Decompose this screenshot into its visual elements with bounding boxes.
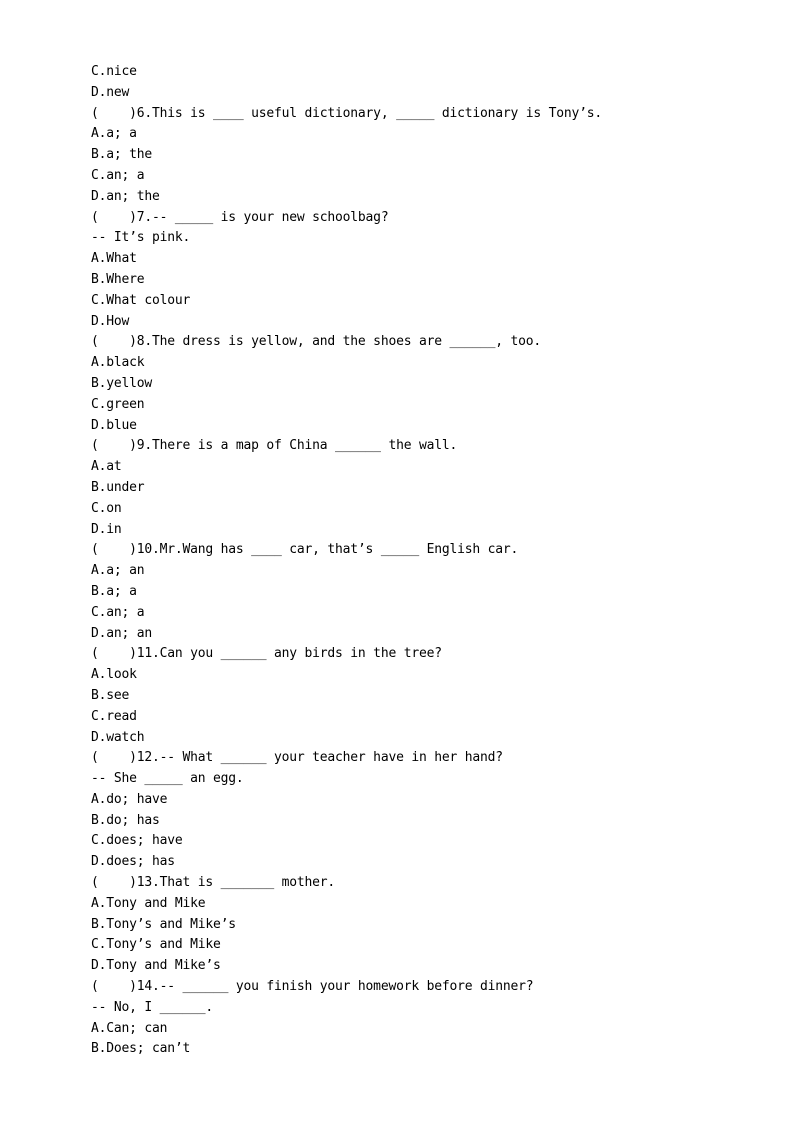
text-line: D.Tony and Mike’s: [91, 958, 221, 974]
text-line: A.at: [91, 459, 122, 475]
text-line: ( )10.Mr.Wang has ____ car, that’s _____ English car.: [91, 542, 519, 558]
text-line: D.watch: [91, 729, 145, 745]
text-line: D.an; the: [91, 188, 160, 204]
text-line: C.an; a: [91, 604, 145, 620]
text-line: B.a; the: [91, 147, 153, 163]
text-line: B.Does; can’t: [91, 1041, 191, 1057]
text-line: ( )12.-- What ______ your teacher have in her hand?: [91, 750, 503, 766]
text-line: B.Where: [91, 271, 145, 287]
text-line: B.Tony’s and Mike’s: [91, 916, 236, 932]
text-line: -- No, I ______.: [91, 999, 214, 1015]
text-line: D.How: [91, 313, 130, 329]
text-line: ( )13.That is _______ mother.: [91, 875, 336, 891]
text-line: B.yellow: [91, 375, 153, 391]
text-line: A.Can; can: [91, 1020, 168, 1036]
text-line: ( )9.There is a map of China ______ the wall.: [91, 438, 458, 454]
text-line: C.an; a: [91, 167, 145, 183]
text-line: C.does; have: [91, 833, 183, 849]
text-line: -- She _____ an egg.: [91, 771, 244, 787]
text-line: C.on: [91, 500, 122, 516]
text-line: B.under: [91, 479, 145, 495]
text-line: A.black: [91, 355, 145, 371]
text-line: ( )11.Can you ______ any birds in the tree?: [91, 646, 442, 662]
text-line: B.do; has: [91, 812, 160, 828]
text-line: C.What colour: [91, 292, 191, 308]
text-line: B.a; a: [91, 583, 137, 599]
text-line: ( )8.The dress is yellow, and the shoes are ______, too.: [91, 334, 541, 350]
text-line: A.look: [91, 667, 137, 683]
text-line: A.What: [91, 251, 137, 267]
text-line: C.green: [91, 396, 145, 412]
text-line: -- It’s pink.: [91, 230, 191, 246]
text-line: C.nice: [91, 64, 137, 79]
text-line: A.a; a: [91, 126, 137, 142]
text-line: A.do; have: [91, 791, 168, 807]
text-line: D.in: [91, 521, 122, 537]
text-line: A.a; an: [91, 563, 145, 579]
text-line: D.blue: [91, 417, 137, 433]
text-line: ( )14.-- ______ you finish your homework before dinner?: [91, 979, 534, 995]
text-line: B.see: [91, 687, 130, 703]
text-line: ( )7.-- _____ is your new schoolbag?: [91, 209, 389, 225]
text-line: C.read: [91, 708, 137, 724]
text-line: ( )6.This is ____ useful dictionary, _____ dictionary is Tony’s.: [91, 105, 602, 121]
question-text: [91, 62, 751, 1060]
text-line: D.does; has: [91, 854, 175, 870]
text-line: D.new: [91, 84, 130, 100]
text-line: D.an; an: [91, 625, 153, 641]
text-line: C.Tony’s and Mike: [91, 937, 221, 953]
text-line: A.Tony and Mike: [91, 895, 206, 911]
